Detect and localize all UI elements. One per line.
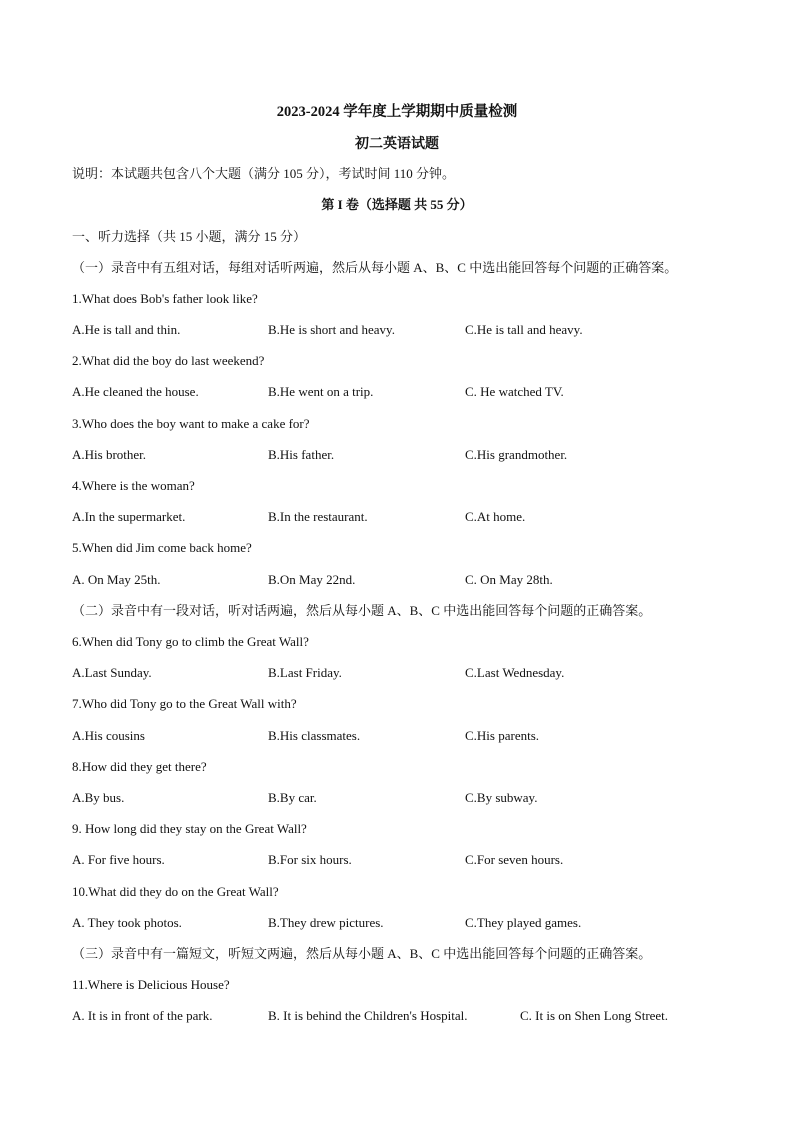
q7-option-a: A.His cousins — [72, 728, 145, 743]
question-6: 6.When did Tony go to climb the Great Wall? — [72, 634, 309, 649]
q1-option-c: C.He is tall and heavy. — [465, 322, 583, 337]
q4-option-c: C.At home. — [465, 509, 526, 524]
q11-option-c: C. It is on Shen Long Street. — [520, 1008, 669, 1023]
q6-option-a: A.Last Sunday. — [72, 665, 152, 680]
question-9: 9. How long did they stay on the Great Wall? — [72, 821, 307, 836]
question-3: 3.Who does the boy want to make a cake for? — [72, 416, 310, 431]
section-heading-listening: 一、听力选择（共 15 小题，满分 15 分） — [72, 229, 307, 244]
q1-option-a: A.He is tall and thin. — [72, 322, 181, 337]
q7-option-c: C.His parents. — [465, 728, 540, 743]
q9-option-b: B.For six hours. — [268, 852, 352, 867]
q2-option-b: B.He went on a trip. — [268, 384, 374, 399]
q9-option-a: A. For five hours. — [72, 852, 165, 867]
q4-option-a: A.In the supermarket. — [72, 509, 186, 524]
question-11: 11.Where is Delicious House? — [72, 977, 230, 992]
q10-option-a: A. They took photos. — [72, 915, 182, 930]
q10-option-c: C.They played games. — [465, 915, 582, 930]
q8-option-a: A.By bus. — [72, 790, 125, 805]
part1-instruction: （一）录音中有五组对话，每组对话听两遍，然后从每小题 A、B、C 中选出能回答每个问题的正确答案。 — [72, 260, 678, 275]
part3-instruction: （三）录音中有一篇短文，听短文两遍，然后从每小题 A、B、C 中选出能回答每个问题的正确答案。 — [72, 946, 652, 961]
q5-option-b: B.On May 22nd. — [268, 572, 356, 587]
question-1: 1.What does Bob's father look like? — [72, 291, 258, 306]
exam-title: 2023-2024 学年度上学期期中质量检测 — [276, 104, 518, 120]
question-5: 5.When did Jim come back home? — [72, 540, 252, 555]
q8-option-c: C.By subway. — [465, 790, 538, 805]
volume-heading: 第 I 卷（选择题 共 55 分） — [321, 197, 473, 212]
q10-option-b: B.They drew pictures. — [268, 915, 384, 930]
question-8: 8.How did they get there? — [72, 759, 207, 774]
exam-note: 说明：本试题共包含八个大题（满分 105 分），考试时间 110 分钟。 — [72, 166, 456, 181]
exam-subtitle: 初二英语试题 — [355, 137, 439, 152]
q9-option-c: C.For seven hours. — [465, 852, 564, 867]
q11-option-b: B. It is behind the Children's Hospital. — [268, 1008, 468, 1023]
q6-option-c: C.Last Wednesday. — [465, 665, 565, 680]
q5-option-a: A. On May 25th. — [72, 572, 161, 587]
q1-option-b: B.He is short and heavy. — [268, 322, 395, 337]
q3-option-c: C.His grandmother. — [465, 447, 568, 462]
q2-option-c: C. He watched TV. — [465, 384, 564, 399]
q6-option-b: B.Last Friday. — [268, 665, 342, 680]
q3-option-b: B.His father. — [268, 447, 335, 462]
q4-option-b: B.In the restaurant. — [268, 509, 368, 524]
q3-option-a: A.His brother. — [72, 447, 147, 462]
part2-instruction: （二）录音中有一段对话，听对话两遍，然后从每小题 A、B、C 中选出能回答每个问题的正确答案。 — [72, 603, 652, 618]
q2-option-a: A.He cleaned the house. — [72, 384, 199, 399]
question-10: 10.What did they do on the Great Wall? — [72, 884, 279, 899]
q5-option-c: C. On May 28th. — [465, 572, 553, 587]
q11-option-a: A. It is in front of the park. — [72, 1008, 213, 1023]
q7-option-b: B.His classmates. — [268, 728, 361, 743]
question-7: 7.Who did Tony go to the Great Wall with? — [72, 696, 297, 711]
question-2: 2.What did the boy do last weekend? — [72, 353, 265, 368]
q8-option-b: B.By car. — [268, 790, 317, 805]
question-4: 4.Where is the woman? — [72, 478, 195, 493]
